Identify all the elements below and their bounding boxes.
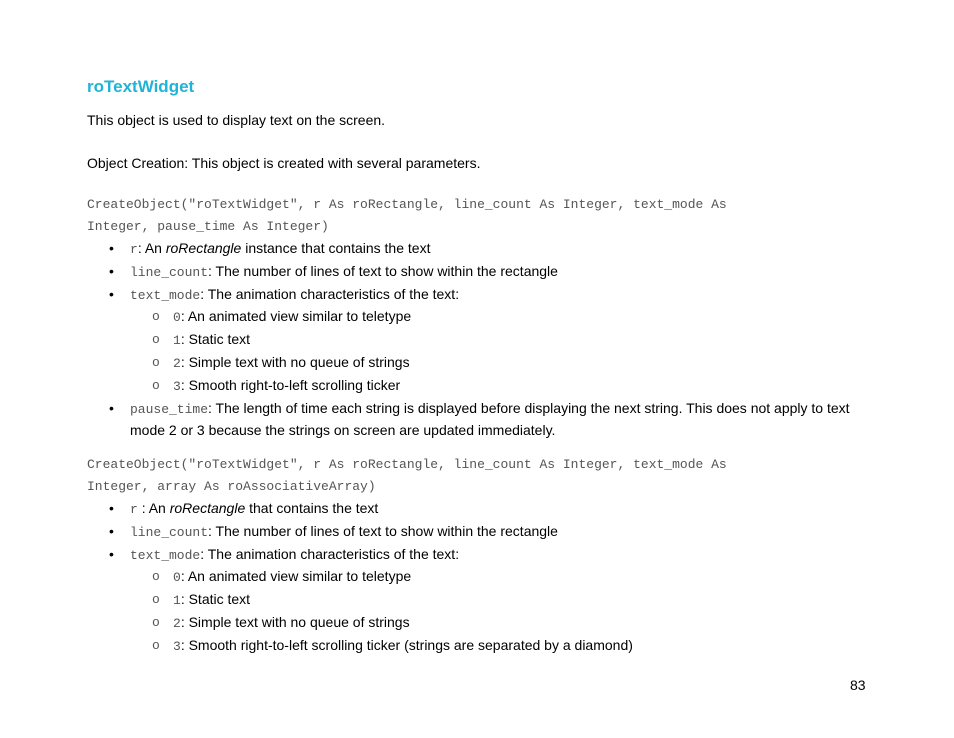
mode-code: 3 [173, 638, 181, 654]
param-r [87, 238, 867, 261]
text-mode-option [130, 375, 867, 398]
mode-code: 1 [173, 333, 181, 349]
mode-code: 2 [173, 355, 181, 371]
text-mode-option [130, 306, 867, 329]
param-desc: : The animation characteristics of the text: [200, 545, 460, 562]
intro-paragraph: This object is used to display text on the screen. [87, 112, 386, 128]
mode-desc: : Smooth right-to-left scrolling ticker (strings are separated by a diamond) [180, 636, 633, 653]
text-mode-options [130, 566, 867, 657]
mode-desc: : An animated view similar to teletype [180, 308, 412, 325]
code-signature-2 [87, 454, 827, 498]
mode-desc: : Static text [180, 591, 251, 608]
text-mode-option [130, 566, 867, 589]
param-r [87, 498, 867, 521]
text-mode-option [130, 352, 867, 375]
param-desc: : The number of lines of text to show within the rectangle [208, 262, 558, 279]
param-text-mode [87, 544, 867, 658]
mode-code: 3 [173, 378, 181, 394]
param-name: line_count [130, 264, 209, 280]
param-text-mode [87, 284, 867, 398]
text-mode-option [130, 329, 867, 352]
mode-desc: : Smooth right-to-left scrolling ticker [180, 376, 401, 393]
mode-desc: : Simple text with no queue of strings [180, 613, 410, 630]
text-mode-option [130, 612, 867, 635]
text-mode-option [130, 589, 867, 612]
param-desc-pre: : An [137, 240, 166, 256]
param-desc: : The length of time each string is displayed before displaying the next string. This does not apply to text mode 2 or 3 because the strings on screen are updated immediately. [130, 399, 850, 439]
param-name: text_mode [130, 547, 201, 563]
param-desc-emphasis: roRectangle [169, 500, 246, 516]
param-name: line_count [130, 524, 209, 540]
mode-desc: : Simple text with no queue of strings [180, 353, 410, 370]
code-line: CreateObject("roTextWidget", r As roRectangle, line_count As Integer, text_mode As [87, 457, 727, 472]
param-desc-pre: : An [137, 500, 170, 516]
param-desc-post: that contains the text [245, 500, 379, 516]
mode-code: 0 [173, 570, 181, 586]
param-desc-post: instance that contains the text [241, 240, 431, 256]
code-signature-1 [87, 194, 827, 238]
param-desc-emphasis: roRectangle [165, 240, 242, 256]
page-number: 83 [850, 677, 866, 693]
object-creation-paragraph: Object Creation: This object is created with several parameters. [87, 155, 481, 171]
code-line: CreateObject("roTextWidget", r As roRectangle, line_count As Integer, text_mode As [87, 197, 727, 212]
code-line: Integer, array As roAssociativeArray) [87, 479, 376, 494]
parameter-list-2 [87, 498, 867, 658]
section-heading: roTextWidget [87, 77, 195, 96]
mode-desc: : An animated view similar to teletype [180, 568, 412, 585]
param-name: r [130, 502, 138, 517]
code-line: Integer, pause_time As Integer) [87, 219, 329, 234]
param-name: pause_time [130, 401, 209, 417]
text-mode-option [130, 635, 867, 658]
text-mode-options [130, 306, 867, 397]
mode-code: 1 [173, 593, 181, 609]
mode-desc: : Static text [180, 331, 251, 348]
param-name: r [130, 242, 138, 257]
mode-code: 0 [173, 310, 181, 326]
parameter-list-1 [87, 238, 867, 442]
param-line-count [87, 521, 867, 544]
param-pause-time [87, 398, 867, 443]
param-desc: : The number of lines of text to show within the rectangle [208, 522, 558, 539]
param-desc: : The animation characteristics of the text: [200, 285, 460, 302]
param-line-count [87, 261, 867, 284]
mode-code: 2 [173, 615, 181, 631]
param-name: text_mode [130, 287, 201, 303]
